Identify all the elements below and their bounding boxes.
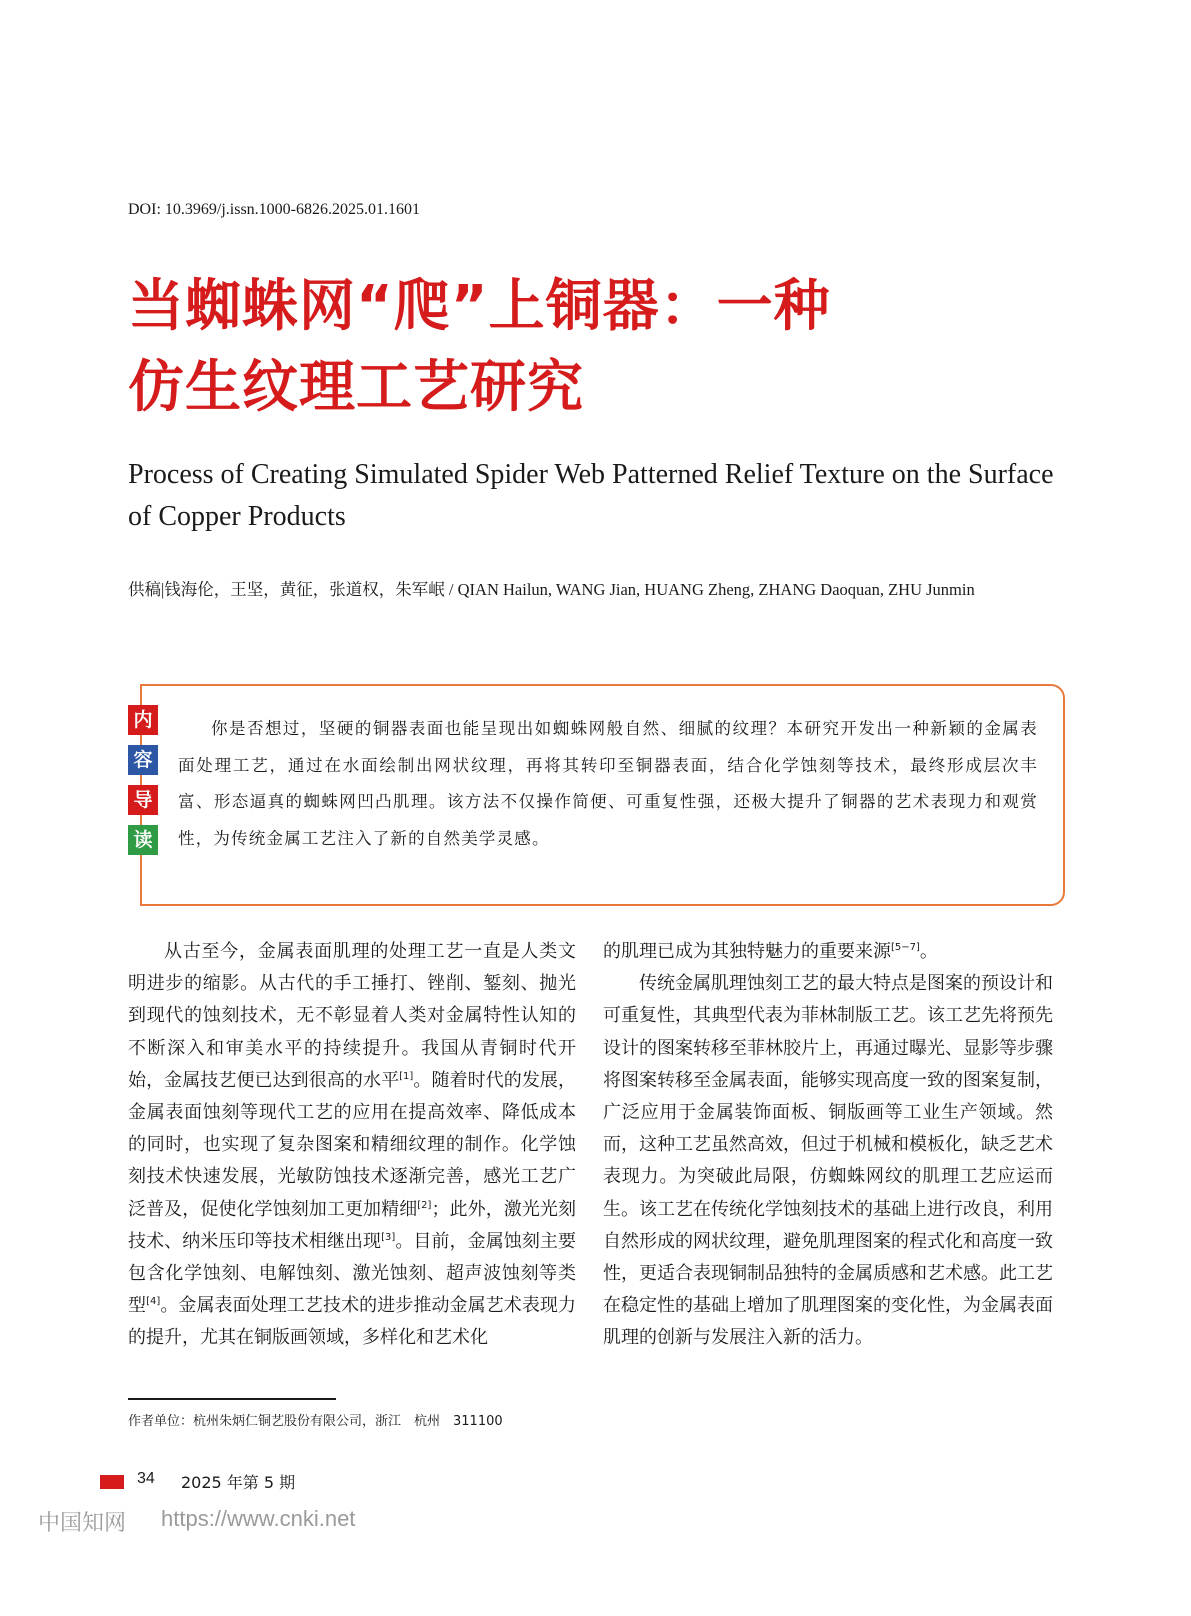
issue-label: 2025 年第 5 期 xyxy=(181,1473,296,1492)
abstract-text: 你是否想过，坚硬的铜器表面也能呈现出如蜘蛛网般自然、细腻的纹理？本研究开发出一种新颖的金属表面处理工艺，通过在水面绘制出网状纹理，再将其转印至铜器表面，结合化学蚀刻等技术，最终形成层次丰富、形态逼真的蜘蛛网凹凸肌理。该方法不仅操作简便、可重复性强，还极大提升了铜器的艺术表现力和观赏性，为传统金属工艺注入了新的自然美学灵感。 xyxy=(178,719,1038,848)
body-paragraph: 传统金属肌理蚀刻工艺的最大特点是图案的预设计和可重复性，其典型代表为菲林制版工艺。该工艺先将预先设计的图案转移至菲林胶片上，再通过曝光、显影等步骤将图案转移至金属表面，能够实现高度一致的图案复制，广泛应用于金属装饰面板、铜版画等工业生产领域。然而，这种工艺虽然高效，但过于机械和模板化，缺乏艺术表现力。为突破此局限，仿蜘蛛网纹的肌理工艺应运而生。该工艺在传统化学蚀刻技术的基础上进行改良，利用自然形成的网状纹理，避免肌理图案的程式化和高度一致性，更适合表现铜制品独特的金属质感和艺术感。此工艺在稳定性的基础上增加了肌理图案的变化性，为金属表面肌理的创新与发展注入新的活力。 xyxy=(603,973,1053,1349)
citation-ref: [5−7] xyxy=(891,942,920,953)
body-paragraph-continued xyxy=(603,936,1053,968)
citation-ref: [2] xyxy=(417,1199,432,1211)
body-text: 的肌理已成为其独特魅力的重要来源 xyxy=(603,941,891,962)
citation-ref: [3] xyxy=(381,1231,396,1243)
footnote-rule xyxy=(128,1398,336,1400)
body-text: ；此外，激光光刻技术、纳米压印等技术相继出现 xyxy=(128,1198,577,1252)
body-text: 从古至今，金属表面肌理的处理工艺一直是人类文明进步的缩影。从古代的手工捶打、锉削、錾刻、抛光到现代的蚀刻技术，无不彰显着人类对金属特性认知的不断深入和审美水平的持续提升。我国从青铜时代开始，金属技艺便已达到很高的水平 xyxy=(128,941,576,1091)
doi-line: DOI: 10.3969/j.issn.1000-6826.2025.01.1601 xyxy=(128,201,420,218)
title-cn-line2: 仿生纹理工艺研究 xyxy=(128,355,584,420)
abstract-label-rong: 容 xyxy=(128,745,158,775)
authors: 供稿|钱海伦，王坚，黄征，张道权，朱军岷 / QIAN Hailun, WANG Jian, HUANG Zheng, ZHANG Daoquan, ZHU Junmin xyxy=(128,580,975,599)
abstract-label-nei: 内 xyxy=(128,705,158,735)
body-text: 。随着时代的发展，金属表面蚀刻等现代工艺的应用在提高效率、降低成本的同时，也实现了复杂图案和精细纹理的制作。化学蚀刻技术快速发展，光敏防蚀技术逐渐完善，感光工艺广泛普及，促使化学蚀刻加工更加精细 xyxy=(128,1069,577,1220)
page-marker xyxy=(100,1475,124,1489)
abstract-label-du: 读 xyxy=(128,825,158,855)
watermark-cnki-cn: 中国知网 xyxy=(38,1511,127,1536)
citation-ref: [1] xyxy=(399,1070,414,1082)
body-text: 。目前，金属蚀刻主要包含化学蚀刻、电解蚀刻、激光蚀刻、超声波蚀刻等类型 xyxy=(128,1230,577,1317)
body-text: 。 xyxy=(919,941,938,962)
page-number: 34 xyxy=(137,1470,155,1487)
title-cn-line1: 当蜘蛛网“爬”上铜器：一种 xyxy=(128,274,831,339)
citation-ref: [4] xyxy=(146,1296,161,1308)
author-affiliation-footnote: 作者单位：杭州朱炳仁铜艺股份有限公司，浙江 杭州 311100 xyxy=(128,1414,503,1429)
body-column-left xyxy=(128,936,576,1355)
abstract-label-dao: 导 xyxy=(128,785,158,815)
watermark-cnki-url: https://www.cnki.net xyxy=(161,1506,356,1531)
title-en: Process of Creating Simulated Spider Web Patterned Relief Texture on the Surface of Copper Products xyxy=(128,459,1054,532)
body-paragraph xyxy=(128,936,576,1355)
body-text: 。金属表面处理工艺技术的进步推动金属艺术表现力的提升，尤其在铜版画领域，多样化和艺术化 xyxy=(128,1295,576,1349)
body-column-right xyxy=(603,936,1053,1355)
